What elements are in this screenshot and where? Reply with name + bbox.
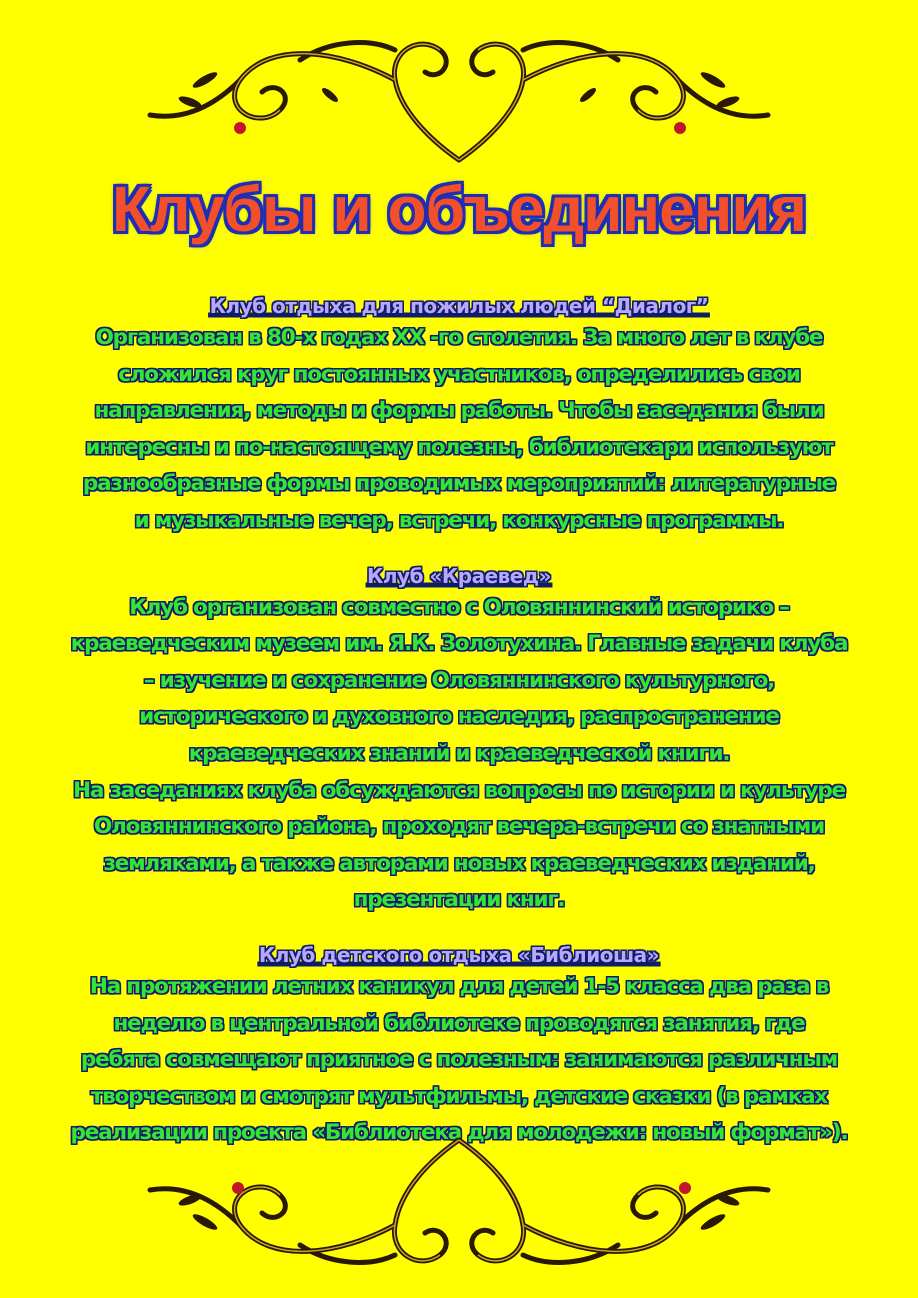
club-description-line: Клуб организован совместно с Оловяннинский историко – bbox=[129, 594, 789, 620]
club-description-line: презентации книг. bbox=[353, 887, 565, 913]
club-description-line: На протяжении летних каникул для детей 1-5 класса два раза в bbox=[89, 973, 829, 999]
club-heading: Клуб детского отдыха «Библиоша» bbox=[258, 942, 660, 967]
club-section bbox=[40, 941, 878, 1152]
club-description-line: исторического и духовного наследия, распространение bbox=[139, 704, 779, 730]
club-description-line: интересны и по-настоящему полезны, библиотекари используют bbox=[85, 434, 833, 460]
clubs-content bbox=[40, 292, 878, 1174]
club-description-line: На заседаниях клуба обсуждаются вопросы по истории и культуре bbox=[73, 777, 845, 803]
swirl-ornament-bottom-icon bbox=[0, 1130, 918, 1290]
club-description-line: краеведческих знаний и краеведческой книги. bbox=[188, 740, 730, 766]
page-title: Клубы и объединения bbox=[111, 173, 807, 245]
club-description-line: неделю в центральной библиотеке проводятся занятия, где bbox=[113, 1010, 805, 1036]
club-description-line: направления, методы и формы работы. Чтобы заседания были bbox=[94, 398, 824, 424]
club-description-line: творчеством и смотрят мультфильмы, детские сказки (в рамках bbox=[90, 1083, 828, 1109]
club-description-line: Оловяннинского района, проходят вечера-встречи со знатными bbox=[93, 814, 825, 840]
club-description-line: разнообразные формы проводимых мероприятий: литературные bbox=[82, 471, 836, 497]
club-heading: Клуб отдыха для пожилых людей “Диалог” bbox=[209, 294, 709, 318]
club-description-line: ребята совмещают приятное с полезным: занимаются различным bbox=[80, 1047, 838, 1073]
club-section bbox=[40, 562, 878, 919]
club-description-line: и музыкальные вечер, встречи, конкурсные программы. bbox=[134, 507, 784, 533]
club-description-line: Организован в 80-х годах XX -го столетия. За много лет в клубе bbox=[95, 325, 823, 350]
club-description-line: сложился круг постоянных участников, определились свои bbox=[118, 361, 800, 387]
club-heading: Клуб «Краевед» bbox=[367, 563, 551, 588]
club-description-line: краеведческим музеем им. Я.К. Золотухина. Главные задачи клуба bbox=[70, 631, 848, 657]
club-description-line: – изучение и сохранение Оловяннинского культурного, bbox=[143, 667, 775, 693]
club-description-line: реализации проекта «Библиотека для молодежи: новый формат»). bbox=[70, 1120, 848, 1146]
club-section bbox=[40, 292, 878, 540]
club-description-line: земляками, а также авторами новых краеведческих изданий, bbox=[103, 850, 815, 876]
swirl-ornament-top-icon bbox=[0, 20, 918, 170]
